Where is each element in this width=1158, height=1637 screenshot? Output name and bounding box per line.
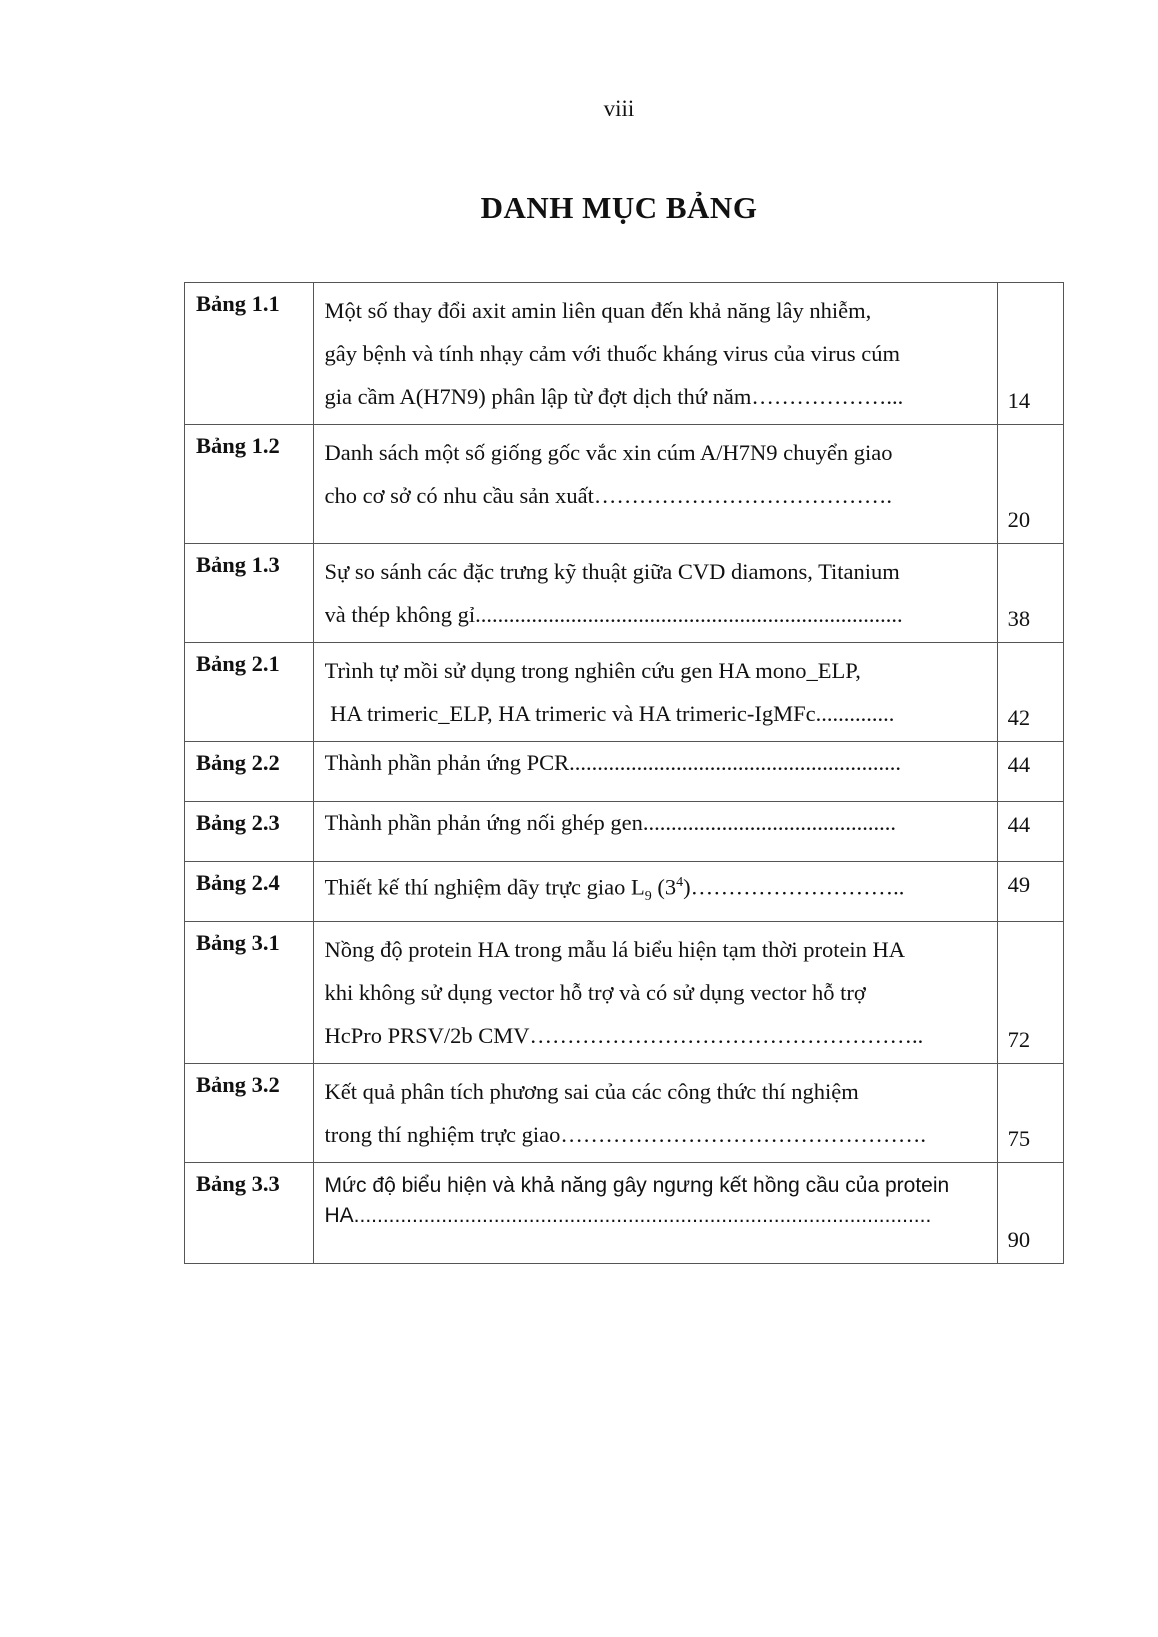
table-caption: [313, 922, 997, 1064]
page-ref: 75: [997, 1064, 1063, 1163]
caption-line: HcPro PRSV/2b CMV……………………………………………..: [324, 1023, 924, 1048]
page-ref: 20: [997, 425, 1063, 544]
caption-line: HA...................................................................................................: [324, 1204, 932, 1227]
table-label: Bảng 2.1: [185, 643, 314, 742]
table-caption: [313, 742, 997, 802]
table-label: Bảng 3.1: [185, 922, 314, 1064]
caption-line: Trình tự mồi sử dụng trong nghiên cứu gen HA mono_ELP,: [324, 658, 861, 683]
table-label: Bảng 2.3: [185, 802, 314, 862]
table-label: Bảng 2.2: [185, 742, 314, 802]
caption-text: )………………………..: [683, 874, 905, 900]
caption-line: gây bệnh và tính nhạy cảm với thuốc kháng virus của virus cúm: [324, 341, 901, 366]
page-ref: 72: [997, 922, 1063, 1064]
caption-line: Danh sách một số giống gốc vắc xin cúm A/H7N9 chuyển giao: [324, 440, 893, 465]
superscript: 4: [676, 875, 684, 890]
table-row: [185, 742, 1064, 802]
list-of-tables: [184, 282, 1064, 1264]
table-label: Bảng 1.3: [185, 544, 314, 643]
caption-text: Thiết kế thí nghiệm dãy trực giao L: [324, 874, 645, 900]
page-ref: 42: [997, 643, 1063, 742]
caption-line: Một số thay đổi axit amin liên quan đến khả năng lây nhiễm,: [324, 298, 872, 323]
subscript: 9: [644, 889, 652, 904]
caption-text: (3: [651, 874, 677, 900]
table-row: [185, 283, 1064, 425]
table-row: [185, 1064, 1064, 1163]
caption-line: và thép không gỉ............................................................................: [324, 602, 903, 627]
caption-line: Thành phần phản ứng PCR...........................................................: [324, 750, 902, 775]
table-caption: [313, 1064, 997, 1163]
page-ref: 49: [997, 862, 1063, 922]
caption-line: Thành phần phản ứng nối ghép gen.............................................: [324, 810, 896, 835]
table-row: [185, 544, 1064, 643]
page-ref: 90: [997, 1163, 1063, 1264]
caption-line: gia cầm A(H7N9) phân lập từ đợt dịch thứ năm………………...: [324, 384, 904, 409]
page-title: DANH MỤC BẢNG: [480, 190, 758, 225]
table-row: [185, 802, 1064, 862]
table-label: Bảng 1.2: [185, 425, 314, 544]
table-label: Bảng 2.4: [185, 862, 314, 922]
table-caption: [313, 802, 997, 862]
caption-line: cho cơ sở có nhu cầu sản xuất………………………………….: [324, 483, 892, 508]
caption-line: [325, 868, 987, 912]
page-ref: 38: [997, 544, 1063, 643]
table-caption: [313, 862, 997, 922]
table-caption: [313, 283, 997, 425]
page-number: viii: [603, 96, 635, 121]
table-caption: [313, 544, 997, 643]
page-ref: 44: [997, 802, 1063, 862]
caption-line: trong thí nghiệm trực giao………………………………………….: [324, 1122, 927, 1147]
table-caption: [313, 643, 997, 742]
table-row: [185, 425, 1064, 544]
caption-line: Kết quả phân tích phương sai của các công thức thí nghiệm: [324, 1079, 859, 1104]
table-row: [185, 862, 1064, 922]
table-label: Bảng 3.3: [185, 1163, 314, 1264]
caption-line: khi không sử dụng vector hỗ trợ và có sử dụng vector hỗ trợ: [324, 980, 866, 1005]
table-label: Bảng 1.1: [185, 283, 314, 425]
page-ref: 44: [997, 742, 1063, 802]
table-caption: [313, 1163, 997, 1264]
page-ref: 14: [997, 283, 1063, 425]
caption-line: Nồng độ protein HA trong mẫu lá biểu hiện tạm thời protein HA: [324, 937, 906, 962]
caption-line: Sự so sánh các đặc trưng kỹ thuật giữa CVD diamons, Titanium: [324, 559, 900, 584]
caption-line: HA trimeric_ELP, HA trimeric và HA trimeric-IgMFc..............: [324, 701, 895, 726]
table-label: Bảng 3.2: [185, 1064, 314, 1163]
caption-line: Mức độ biểu hiện và khả năng gây ngưng kết hồng cầu của protein: [324, 1174, 950, 1197]
table-caption: [313, 425, 997, 544]
table-row: [185, 922, 1064, 1064]
table-row: [185, 643, 1064, 742]
table-row: [185, 1163, 1064, 1264]
